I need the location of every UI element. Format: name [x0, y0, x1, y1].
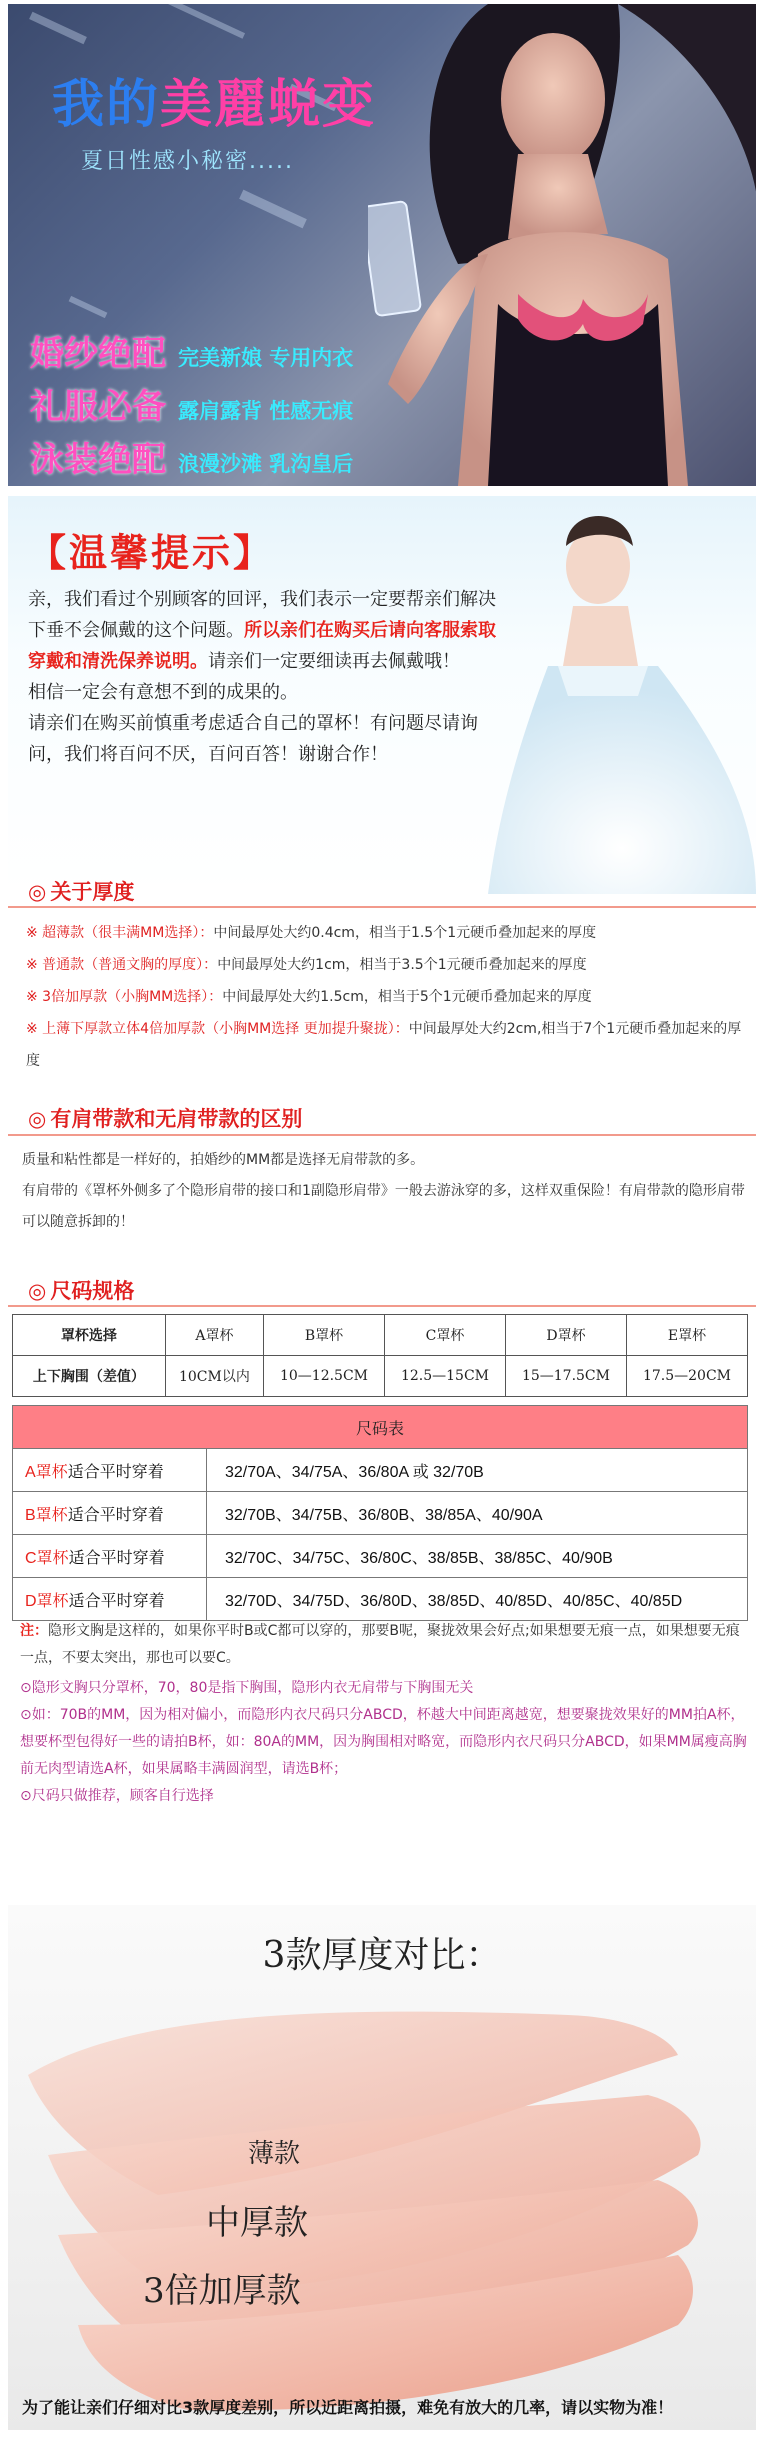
- medium-pad-label: 中厚款: [206, 2203, 308, 2243]
- tips-paragraph: 请亲们在购买前慎重考虑适合自己的罩杯！有问题尽请询问，我们将百问不厌，百问百答！谢谢合作！: [28, 713, 478, 765]
- table-row: [13, 1356, 748, 1397]
- banner-feature-1: 婚纱绝配 完美新娘 专用内衣: [30, 334, 354, 374]
- thickness-item: ※ 上薄下厚款立体4倍加厚款（小胸MM选择 更加提升聚拢）：中间最厚处大约2cm,相当于7个1元硬币叠加起来的厚度: [26, 1021, 742, 1069]
- section-title-thickness: ◎ 关于厚度: [28, 880, 135, 904]
- table-cell: 32/70B、34/75B、36/80B、38/85A、40/90A: [207, 1492, 748, 1535]
- size-bullet: ⊙隐形文胸只分罩杯，70，80是指下胸围，隐形内衣无肩带与下胸围无关: [20, 1680, 474, 1696]
- circle-bullet-icon: ◎: [28, 1279, 47, 1303]
- cup-difference-table: [12, 1314, 748, 1397]
- divider: [8, 1134, 756, 1136]
- table-cell: 10—12.5CM: [264, 1356, 385, 1397]
- thickness-item: ※ 超薄款（很丰满MM选择）：中间最厚处大约0.4cm，相当于1.5个1元硬币叠加起来的厚度: [26, 925, 597, 941]
- divider: [8, 1305, 756, 1307]
- straps-paragraph: 有肩带的《罩杯外侧多了个隐形肩带的接口和1副隐形肩带》一般去游泳穿的多，这样双重保险！有肩带款的隐形肩带可以随意拆卸的！: [22, 1183, 745, 1230]
- table-cell: C罩杯适合平时穿着: [13, 1535, 207, 1578]
- thick-pad-label: 3倍加厚款: [143, 2271, 301, 2311]
- divider: [8, 906, 756, 908]
- banner-feature-2: 礼服必备 露肩露背 性感无痕: [30, 387, 354, 427]
- table-cell: A罩杯适合平时穿着: [13, 1449, 207, 1492]
- size-bullet: ⊙尺码只做推荐，顾客自行选择: [20, 1788, 214, 1804]
- thickness-compare-panel: [8, 1905, 756, 2430]
- tips-title: 【温馨提示】: [28, 531, 275, 575]
- table-header-row: [13, 1406, 748, 1449]
- table-cell: 32/70D、34/75D、36/80D、38/85D、40/85D、40/85C、40/85D: [207, 1578, 748, 1621]
- table-cell: B罩杯: [264, 1315, 385, 1356]
- pads-photo: [8, 1905, 756, 2430]
- table-row: [13, 1578, 748, 1621]
- table-cell: 17.5—20CM: [626, 1356, 747, 1397]
- table-header: 尺码表: [13, 1406, 748, 1449]
- straps-paragraph: 质量和粘性都是一样好的，拍婚纱的MM都是选择无肩带款的多。: [22, 1152, 425, 1168]
- table-cell: D罩杯: [505, 1315, 626, 1356]
- section-title-straps: ◎ 有肩带款和无肩带款的区别: [28, 1107, 303, 1131]
- glass-shard: [161, 4, 245, 39]
- table-cell: 12.5—15CM: [384, 1356, 505, 1397]
- thin-pad-label: 薄款: [248, 2139, 301, 2169]
- thickness-item: ※ 普通款（普通文胸的厚度）：中间最厚处大约1cm，相当于3.5个1元硬币叠加起来的厚度: [26, 957, 587, 973]
- tips-paragraph: 相信一定会有意想不到的成果的。: [28, 682, 298, 703]
- glass-shard: [239, 190, 307, 229]
- banner-subtitle: 夏日性感小秘密.....: [81, 149, 294, 174]
- table-row: [13, 1492, 748, 1535]
- thickness-item: ※ 3倍加厚款（小胸MM选择）：中间最厚处大约1.5cm，相当于5个1元硬币叠加起来的厚度: [26, 989, 592, 1005]
- tips-panel: [8, 496, 756, 894]
- model-photo: [368, 4, 756, 486]
- compare-footer: 为了能让亲们仔细对比3款厚度差别，所以近距离拍摄，难免有放大的几率，请以实物为准！: [22, 2398, 674, 2417]
- table-row: [13, 1315, 748, 1356]
- table-cell: 上下胸围（差值）: [13, 1356, 166, 1397]
- table-cell: 10CM以内: [165, 1356, 263, 1397]
- table-cell: E罩杯: [626, 1315, 747, 1356]
- table-cell: 32/70A、34/75A、36/80A 或 32/70B: [207, 1449, 748, 1492]
- size-chart-table: [12, 1405, 748, 1621]
- table-cell: D罩杯适合平时穿着: [13, 1578, 207, 1621]
- table-cell: 32/70C、34/75C、36/80C、38/85B、38/85C、40/90B: [207, 1535, 748, 1578]
- glass-shard: [29, 12, 87, 45]
- compare-title: 3款厚度对比：: [262, 1935, 502, 1976]
- table-cell: B罩杯适合平时穿着: [13, 1492, 207, 1535]
- table-cell: C罩杯: [384, 1315, 505, 1356]
- circle-bullet-icon: ◎: [28, 1107, 47, 1131]
- size-bullet: ⊙如：70B的MM，因为相对偏小，而隐形内衣尺码只分ABCD，杯越大中间距离越宽，想要聚拢效果好的MM拍A杯，想要杯型包得好一些的请拍B杯，如：80A的MM，因为胸围相对略宽，而隐形内衣尺码只分ABCD，如果MM属瘦高胸前无肉型请选A杯，如果属略丰满圆润型，请选B杯；: [20, 1707, 747, 1777]
- size-note: 注：隐形文胸是这样的，如果你平时B或C都可以穿的，那要B呢，聚拢效果会好点;如果想要无痕一点，如果想要无痕一点，不要太突出，那也可以要C。: [20, 1623, 740, 1666]
- banner-title: 我的美麗蜕变: [52, 75, 377, 135]
- table-row: [13, 1449, 748, 1492]
- hero-banner: [8, 4, 756, 486]
- tips-body: [28, 584, 508, 770]
- table-row: [13, 1535, 748, 1578]
- tips-paragraph: 亲，我们看过个别顾客的回评，我们表示一定要帮亲们解决下垂不会佩戴的这个问题。所以亲们在购买后请向客服索取穿戴和清洗保养说明。请亲们一定要细读再去佩戴哦！: [28, 589, 496, 672]
- glass-shard: [69, 296, 108, 318]
- bride-photo: [488, 496, 756, 894]
- banner-feature-3: 泳装绝配 浪漫沙滩 乳沟皇后: [30, 440, 354, 480]
- table-cell: 罩杯选择: [13, 1315, 166, 1356]
- section-title-sizes: ◎ 尺码规格: [28, 1279, 135, 1303]
- circle-bullet-icon: ◎: [28, 880, 47, 904]
- table-cell: A罩杯: [165, 1315, 263, 1356]
- table-cell: 15—17.5CM: [505, 1356, 626, 1397]
